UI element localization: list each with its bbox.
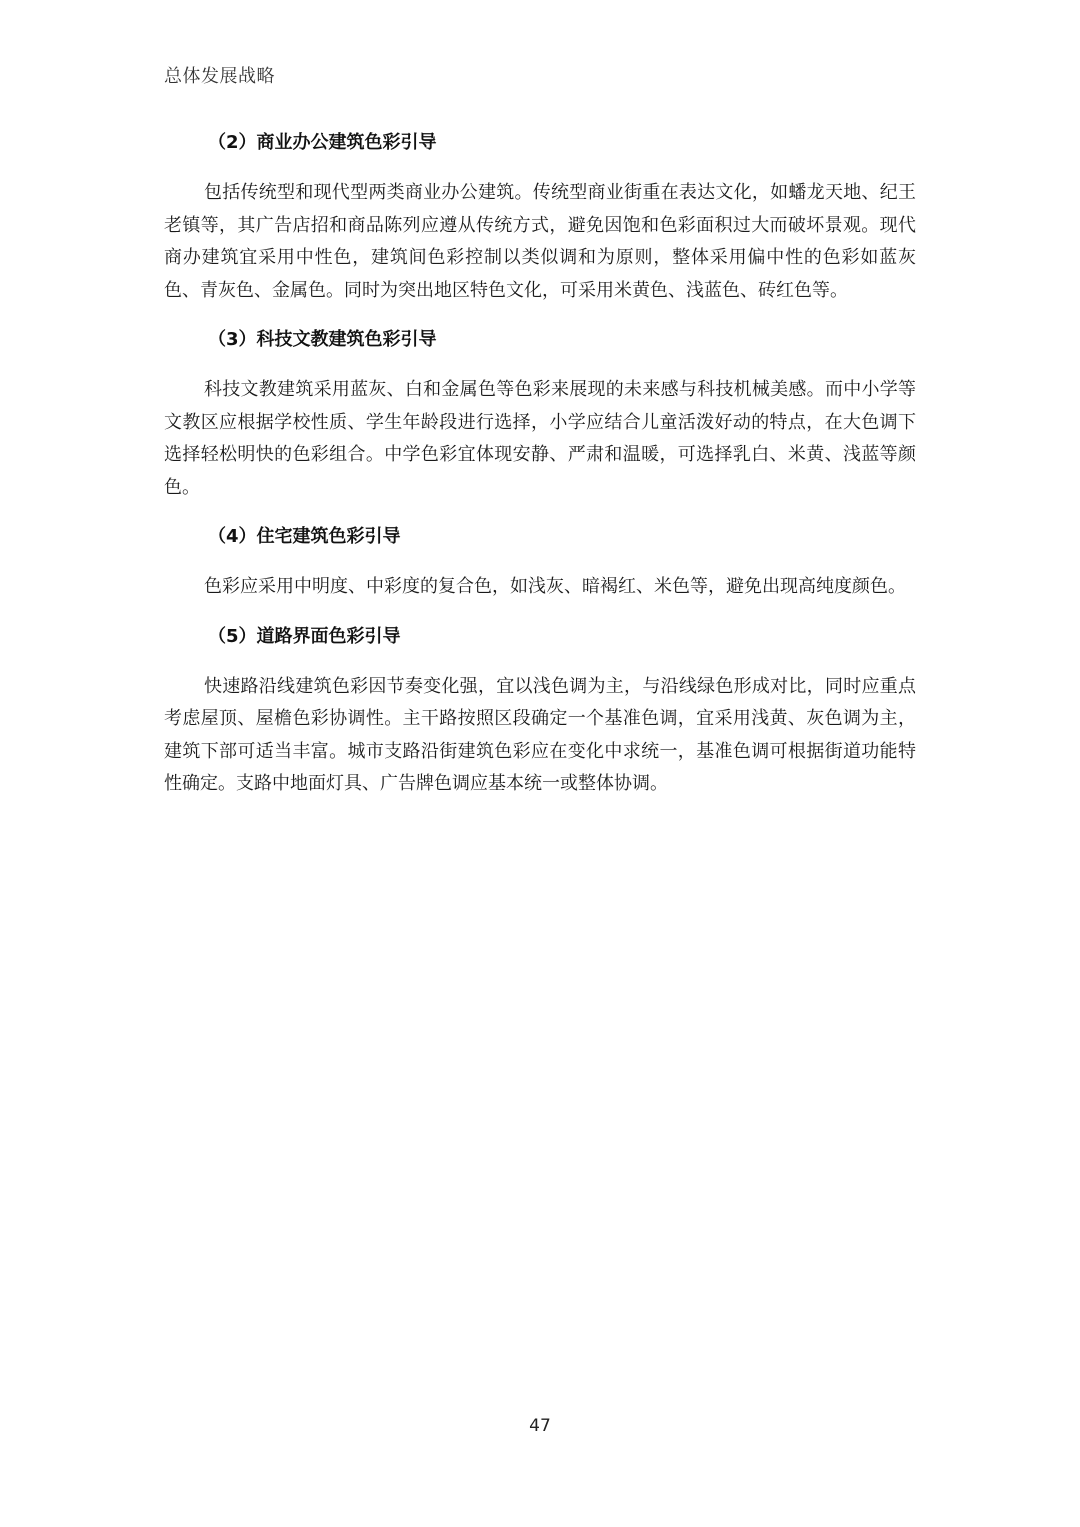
section-body-residential: 色彩应采用中明度、中彩度的复合色，如浅灰、暗褐红、米色等，避免出现高纯度颜色。 <box>204 576 906 597</box>
running-header: 总体发展战略 <box>164 66 275 87</box>
page-content <box>164 128 916 801</box>
section-heading-commercial-office: （2）商业办公建筑色彩引导 <box>208 132 437 153</box>
section-heading-road-interface: （5）道路界面色彩引导 <box>208 625 401 647</box>
section-body-road-interface: 快速路沿线建筑色彩因节奏变化强，宜以浅色调为主，与沿线绿色形成对比，同时应重点考虑屋顶、屋檐色彩协调性。主干路按照区段确定一个基准色调，宜采用浅黄、灰色调为主，建筑下部可适当丰富。城市支路沿街建筑色彩应在变化中求统一，基准色调可根据街道功能特性确定。支路中地面灯具、广告牌色调应基本统一或整体协调。 <box>164 675 916 794</box>
section-heading-residential: （4）住宅建筑色彩引导 <box>208 526 401 547</box>
section-heading-science-education: （3）科技文教建筑色彩引导 <box>208 329 437 350</box>
page-number: 47 <box>529 1416 551 1436</box>
section-body-commercial-office: 包括传统型和现代型两类商业办公建筑。传统型商业街重在表达文化，如蟠龙天地、纪王老镇等，其广告店招和商品陈列应遵从传统方式，避免因饱和色彩面积过大而破坏景观。现代商办建筑宜采用中性色，建筑间色彩控制以类似调和为原则，整体采用偏中性的色彩如蓝灰色、青灰色、金属色。同时为突出地区特色文化，可采用米黄色、浅蓝色、砖红色等。 <box>164 182 916 301</box>
section-body-science-education: 科技文教建筑采用蓝灰、白和金属色等色彩来展现的未来感与科技机械美感。而中小学等文教区应根据学校性质、学生年龄段进行选择，小学应结合儿童活泼好动的特点，在大色调下选择轻松明快的色彩组合。中学色彩宜体现安静、严肃和温暖，可选择乳白、米黄、浅蓝等颜色。 <box>164 379 916 498</box>
